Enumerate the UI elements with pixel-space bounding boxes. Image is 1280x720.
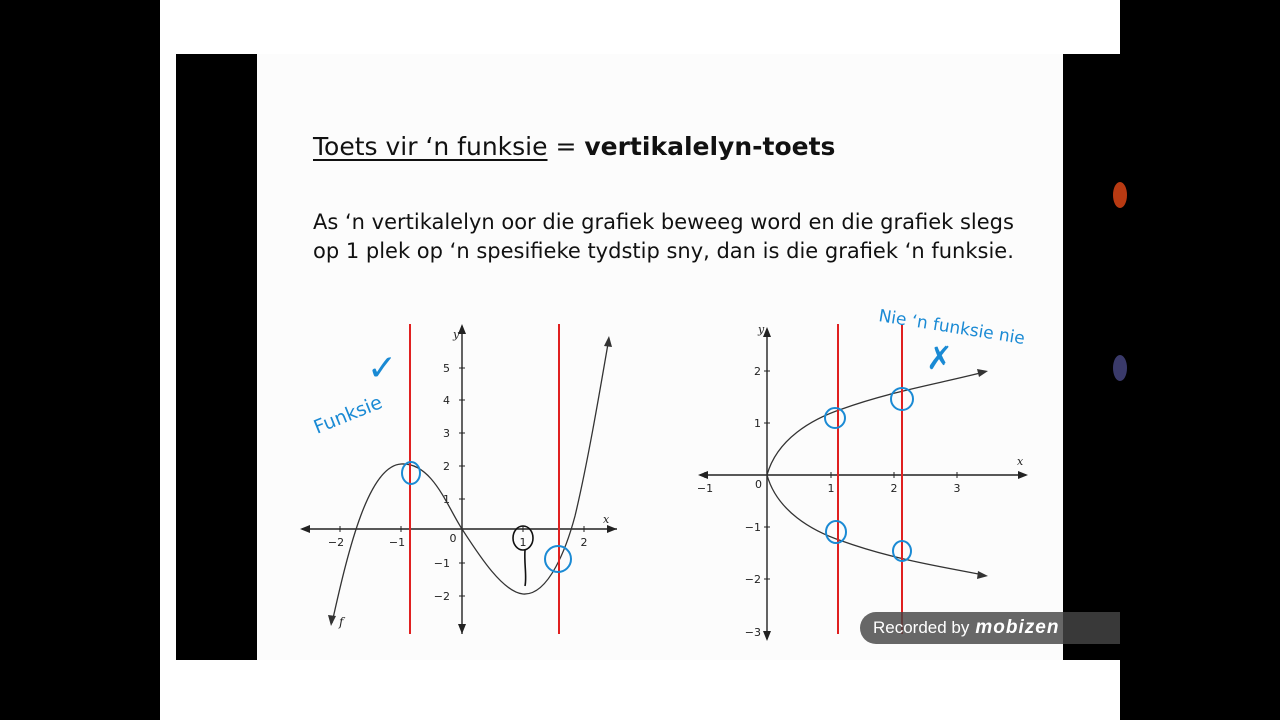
- right-graph: [692, 299, 1047, 644]
- left-x-arrow-right: [607, 525, 617, 533]
- right-x-arrow-right: [1018, 471, 1028, 479]
- right-xtick-2: 2: [890, 482, 898, 495]
- slide-title: [313, 132, 835, 161]
- right-x-label: x: [1017, 455, 1024, 468]
- left-hand-stroke: [525, 550, 526, 586]
- left-ytick-4: 4: [443, 394, 450, 407]
- watermark-text: Recorded by: [873, 618, 970, 637]
- slide: [257, 54, 1063, 660]
- left-ytick-neg2: −2: [433, 590, 450, 603]
- left-xtick-neg2: −2: [327, 536, 345, 549]
- left-y-label: y: [453, 328, 460, 341]
- right-xtick-1: 1: [827, 482, 835, 495]
- right-parabola-upper: [767, 372, 984, 475]
- right-parabola-arrow-lower: [977, 571, 988, 579]
- side-dot-orange: [1113, 182, 1127, 208]
- slide-body: As ‘n vertikalelyn oor die grafiek beweeg word en die grafiek slegs op 1 plek op ‘n spesifieke tydstip sny, dan is die grafiek ‘n funksie.: [313, 210, 1014, 263]
- left-ytick-1: 1: [443, 493, 450, 506]
- right-x-arrow-left: [698, 471, 708, 479]
- left-xtick-neg1: −1: [388, 536, 406, 549]
- funksie-check-mark: ✓: [367, 348, 398, 389]
- funksie-annotation: Funksie: [310, 391, 386, 439]
- left-xtick-2: 2: [580, 536, 588, 549]
- title-bold-text: vertikalelyn-toets: [584, 132, 836, 161]
- right-ytick-neg1: −1: [744, 521, 761, 534]
- left-y-ticks: [434, 362, 465, 603]
- left-curve-arrow-bottom: [328, 615, 336, 626]
- left-ytick-5: 5: [443, 362, 450, 375]
- right-ytick-neg3: −3: [744, 626, 761, 639]
- left-ytick-2: 2: [443, 460, 450, 473]
- title-separator: =: [547, 132, 585, 161]
- not-funksie-cross-mark: ✗: [926, 339, 953, 377]
- left-ytick-neg1: −1: [433, 557, 450, 570]
- left-xtick-1: 1: [519, 536, 527, 549]
- left-curve-arrow-top: [604, 336, 612, 347]
- watermark-brand: mobizen: [975, 617, 1060, 638]
- side-dot-purple: [1113, 355, 1127, 381]
- right-y-ticks: [745, 365, 770, 639]
- right-parabola-lower: [767, 475, 984, 575]
- right-xtick-0: 0: [755, 478, 762, 491]
- right-xtick-neg1: −1: [696, 482, 714, 495]
- not-funksie-annotation: Nie ‘n funksie nie: [877, 306, 1027, 350]
- left-ytick-3: 3: [443, 427, 450, 440]
- letterbox-left: [0, 0, 160, 720]
- right-ytick-neg2: −2: [744, 573, 761, 586]
- left-y-arrow-down: [458, 624, 466, 634]
- left-xtick-0: 0: [449, 532, 457, 545]
- letterbox-right: [1120, 0, 1280, 720]
- left-x-arrow-left: [300, 525, 310, 533]
- right-parabola-arrow-upper: [977, 369, 988, 377]
- left-x-label: x: [603, 513, 610, 526]
- left-graph: [287, 316, 657, 641]
- right-ytick-2: 2: [754, 365, 761, 378]
- recorder-watermark: [860, 612, 1120, 644]
- right-xtick-3: 3: [953, 482, 961, 495]
- right-y-label: y: [758, 323, 765, 336]
- left-curve-label: f: [339, 615, 344, 629]
- right-intersection-circle-3: [826, 521, 846, 543]
- right-ytick-1: 1: [754, 417, 761, 430]
- title-underlined-text: Toets vir ‘n funksie: [313, 132, 548, 161]
